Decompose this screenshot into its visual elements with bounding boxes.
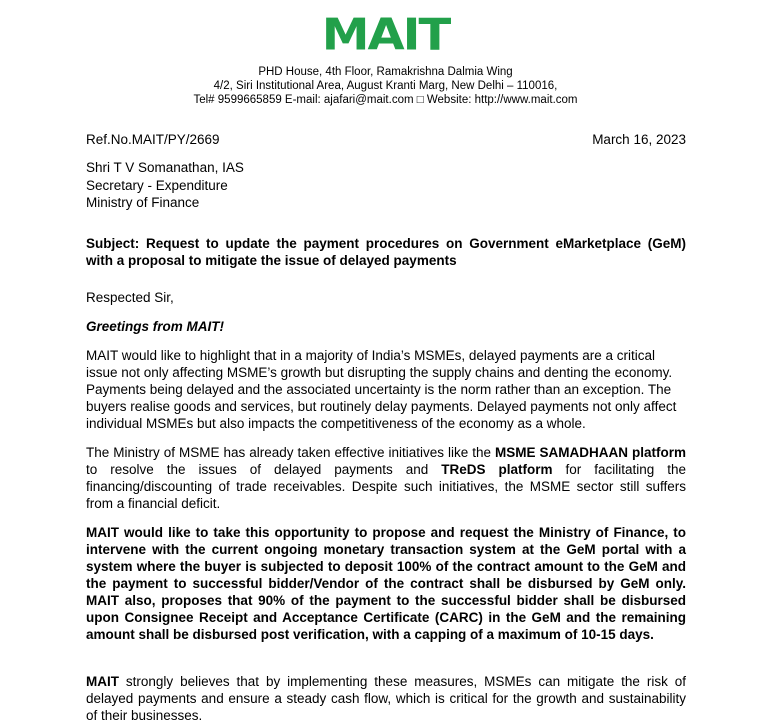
subject-line: Subject: Request to update the payment procedures on Government eMarketplace (GeM) with a proposal to mitigate the issue of delayed payments	[86, 236, 686, 268]
recipient-name: Shri T V Somanathan, IAS	[86, 160, 244, 175]
address-line-2: 4/2, Siri Institutional Area, August Kranti Marg, New Delhi – 110016,	[213, 80, 558, 92]
recipient-title: Secretary - Expenditure	[86, 178, 228, 193]
paragraph-2-text-2: to resolve the issues of delayed payments and	[86, 462, 442, 477]
paragraph-2	[86, 444, 686, 512]
paragraph-2-text-1: The Ministry of MSME has already taken effective initiatives like the	[86, 445, 496, 460]
letter-date: March 16, 2023	[592, 132, 686, 147]
greeting: Greetings from MAIT!	[86, 319, 225, 334]
salutation: Respected Sir,	[86, 290, 174, 305]
treds-text: TReDS platform	[441, 462, 553, 477]
address-line-1: PHD House, 4th Floor, Ramakrishna Dalmia Wing	[258, 66, 513, 78]
reference-number: Ref.No.MAIT/PY/2669	[86, 132, 220, 147]
contact-line: Tel# 9599665859 E-mail: ajafari@mait.com □ Website: http://www.mait.com	[193, 94, 578, 106]
paragraph-4-text: strongly believes that by implementing these measures, MSMEs can mitigate the risk of delayed payments and ensure a steady cash flow, which is critical for the growth and sustainability of their businesses.	[86, 674, 686, 723]
mait-bold-text: MAIT	[86, 674, 119, 689]
mait-logo: MAIT	[321, 9, 450, 61]
msme-samadhaan-text: MSME SAMADHAAN platform	[495, 445, 686, 460]
paragraph-1: MAIT would like to highlight that in a majority of India’s MSMEs, delayed payments are a critical issue not only affecting MSME’s growth but disrupting the supply chains and denting the economy. Payments being delayed and the associated uncertainty is the norm rather than an exception. The buyers realise goods and services, but routinely delay payments. Delayed payments not only affect individual MSMEs but also impacts the competitiveness of the economy as a whole.	[86, 348, 677, 431]
paragraph-2-text-3: for facilitating the financing/discounting of trade receivables. Despite such initiatives, the MSME sector still suffers from a financial deficit.	[86, 462, 687, 511]
paragraph-3-proposal: MAIT would like to take this opportunity to propose and request the Ministry of Finance, to intervene with the current ongoing monetary transaction system at the GeM portal with a system where the buyer is subjected to deposit 100% of the contract amount to the GeM and the payment to successful bidder/Vendor of the contract shall be disbursed by GeM only. MAIT also, proposes that 90% of the payment to the successful bidder shall be disbursed upon Consignee Receipt and Acceptance Certificate (CARC) in the GeM and the remaining amount shall be disbursed post verification, with a capping of a maximum of 10-15 days.	[86, 525, 686, 642]
paragraph-4	[86, 673, 686, 724]
recipient-ministry: Ministry of Finance	[86, 195, 200, 210]
